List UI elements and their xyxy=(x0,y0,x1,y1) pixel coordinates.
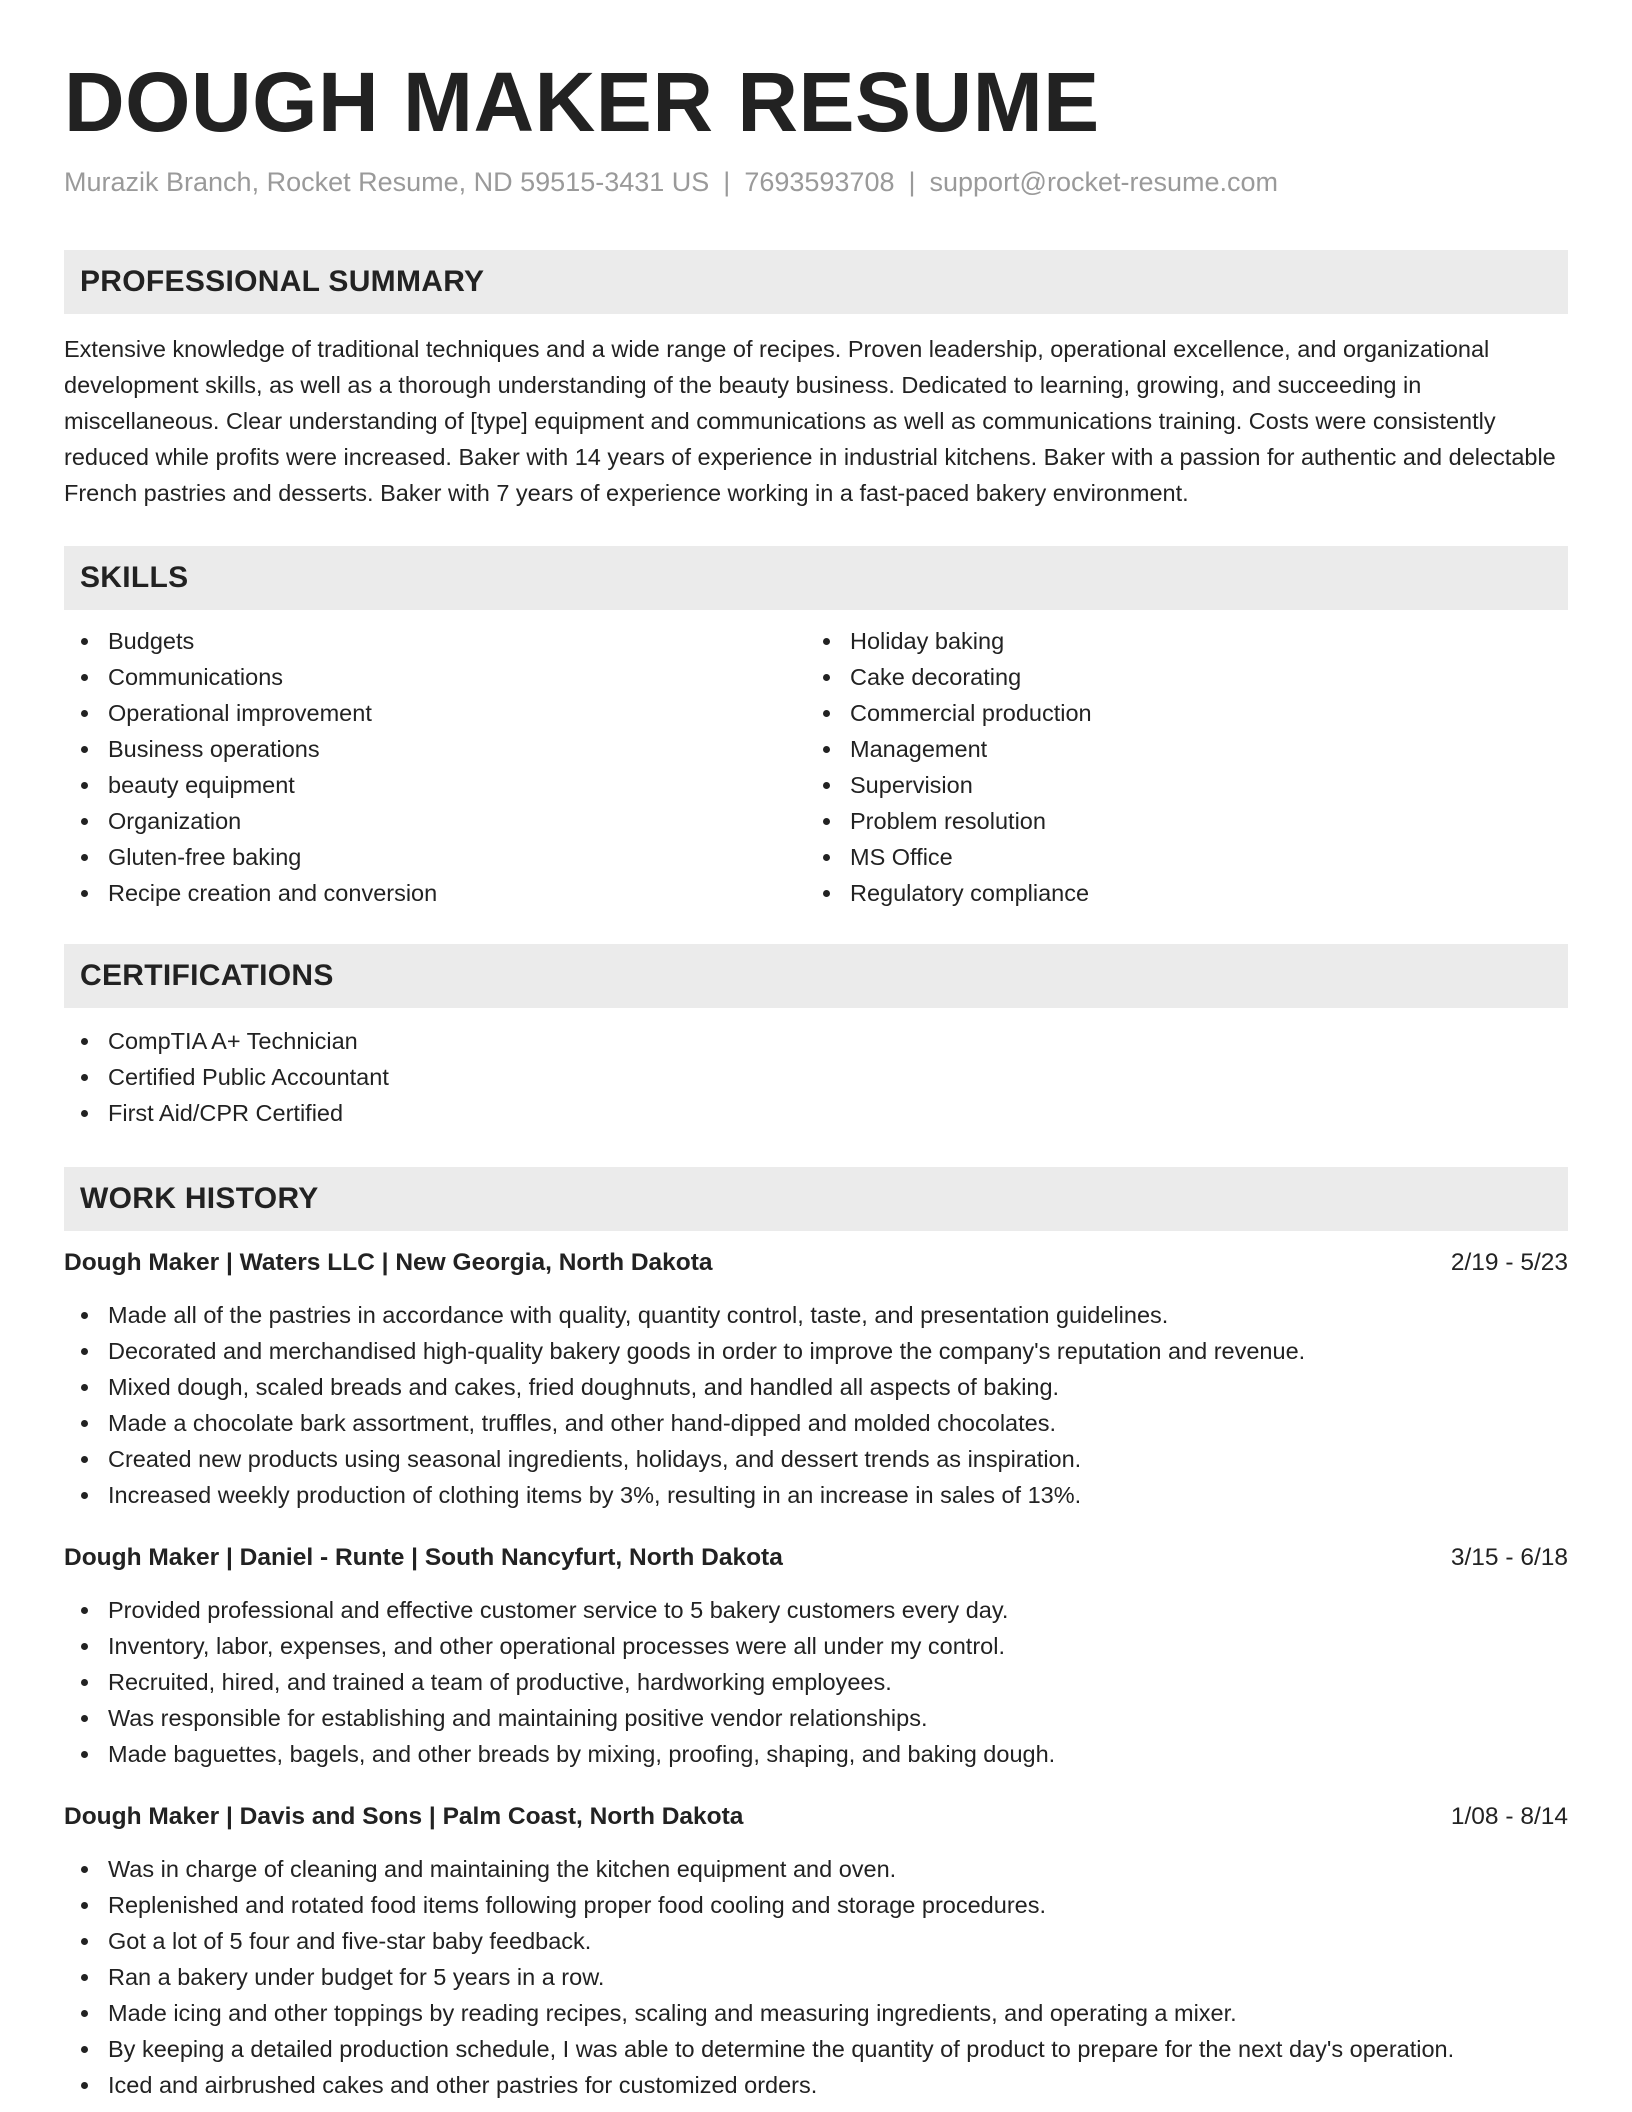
job-entry xyxy=(64,1540,1568,1772)
skill-item: beauty equipment xyxy=(64,767,806,803)
contact-email: support@rocket-resume.com xyxy=(929,167,1279,197)
work-history-heading: WORK HISTORY xyxy=(64,1167,1568,1231)
job-dates: 3/15 - 6/18 xyxy=(1450,1544,1568,1571)
certification-item: CompTIA A+ Technician xyxy=(64,1023,1568,1059)
job-dates: 1/08 - 8/14 xyxy=(1450,1803,1568,1830)
summary-text: Extensive knowledge of traditional techniques and a wide range of recipes. Proven leadership, operational excellence, and organizational development skills, as well as a thorough understanding of the beauty business. Dedicated to learning, growing, and succeeding in miscellaneous. Clear understanding of [type] equipment and communications as well as communications training. Costs were consistently reduced while profits were increased. Baker with 14 years of experience in industrial kitchens. Baker with a passion for authentic and delectable French pastries and desserts. Baker with 7 years of experience working in a fast-paced bakery environment. xyxy=(64,336,1556,506)
certification-item: First Aid/CPR Certified xyxy=(64,1095,1568,1131)
contact-separator: | xyxy=(723,167,731,197)
skill-item: Recipe creation and conversion xyxy=(64,875,806,911)
job-heading: Dough Maker | Daniel - Runte | South Nancyfurt, North Dakota xyxy=(64,1544,783,1571)
skill-item: Supervision xyxy=(806,767,1548,803)
skill-item: Communications xyxy=(64,659,806,695)
skills-list-right xyxy=(806,623,1548,911)
contact-separator: | xyxy=(908,167,916,197)
contact-address: Murazik Branch, Rocket Resume, ND 59515-3431 US xyxy=(64,167,710,197)
job-bullet: Increased weekly production of clothing items by 3%, resulting in an increase in sales of 13%. xyxy=(64,1477,1568,1513)
skill-item: MS Office xyxy=(806,839,1548,875)
skill-item: Gluten-free baking xyxy=(64,839,806,875)
skill-item: Regulatory compliance xyxy=(806,875,1548,911)
summary-section xyxy=(64,250,1568,511)
certification-item: Certified Public Accountant xyxy=(64,1059,1568,1095)
certifications-section xyxy=(64,944,1568,1131)
skills-list-left xyxy=(64,623,806,911)
certifications-list xyxy=(64,1023,1568,1131)
skills-columns xyxy=(64,623,1568,911)
skill-item: Organization xyxy=(64,803,806,839)
job-bullet: Made icing and other toppings by reading recipes, scaling and measuring ingredients, and operating a mixer. xyxy=(64,1995,1568,2031)
job-bullets xyxy=(64,1851,1568,2103)
job-bullet: Made a chocolate bark assortment, truffles, and other hand-dipped and molded chocolates. xyxy=(64,1405,1568,1441)
job-header xyxy=(64,1245,1568,1281)
job-bullet: Was in charge of cleaning and maintaining the kitchen equipment and oven. xyxy=(64,1851,1568,1887)
job-bullet: Created new products using seasonal ingredients, holidays, and dessert trends as inspiration. xyxy=(64,1441,1568,1477)
job-bullet: Got a lot of 5 four and five-star baby feedback. xyxy=(64,1923,1568,1959)
job-bullets xyxy=(64,1592,1568,1772)
job-bullet: Decorated and merchandised high-quality bakery goods in order to improve the company's reputation and revenue. xyxy=(64,1333,1568,1369)
skill-item: Commercial production xyxy=(806,695,1548,731)
skill-item: Cake decorating xyxy=(806,659,1548,695)
job-bullet: By keeping a detailed production schedule, I was able to determine the quantity of product to prepare for the next day's operation. xyxy=(64,2031,1568,2067)
job-entry xyxy=(64,1799,1568,2103)
job-dates: 2/19 - 5/23 xyxy=(1450,1249,1568,1276)
summary-heading: PROFESSIONAL SUMMARY xyxy=(64,250,1568,314)
skill-item: Operational improvement xyxy=(64,695,806,731)
job-bullet: Was responsible for establishing and maintaining positive vendor relationships. xyxy=(64,1700,1568,1736)
skill-item: Business operations xyxy=(64,731,806,767)
resume-title: DOUGH MAKER RESUME xyxy=(64,55,1100,149)
job-bullet: Inventory, labor, expenses, and other operational processes were all under my control. xyxy=(64,1628,1568,1664)
skill-item: Problem resolution xyxy=(806,803,1548,839)
job-bullet: Recruited, hired, and trained a team of productive, hardworking employees. xyxy=(64,1664,1568,1700)
skills-heading: SKILLS xyxy=(64,546,1568,610)
job-bullet: Provided professional and effective customer service to 5 bakery customers every day. xyxy=(64,1592,1568,1628)
contact-line xyxy=(64,164,1568,200)
skill-item: Budgets xyxy=(64,623,806,659)
contact-phone: 7693593708 xyxy=(744,167,895,197)
job-header xyxy=(64,1540,1568,1576)
work-history-section xyxy=(64,1167,1568,2103)
job-header xyxy=(64,1799,1568,1835)
job-bullet: Made all of the pastries in accordance with quality, quantity control, taste, and presentation guidelines. xyxy=(64,1297,1568,1333)
skills-section xyxy=(64,546,1568,911)
skill-item: Management xyxy=(806,731,1548,767)
job-bullet: Replenished and rotated food items following proper food cooling and storage procedures. xyxy=(64,1887,1568,1923)
job-bullet: Iced and airbrushed cakes and other pastries for customized orders. xyxy=(64,2067,1568,2103)
job-bullet: Made baguettes, bagels, and other breads by mixing, proofing, shaping, and baking dough. xyxy=(64,1736,1568,1772)
job-heading: Dough Maker | Waters LLC | New Georgia, North Dakota xyxy=(64,1249,713,1276)
skill-item: Holiday baking xyxy=(806,623,1548,659)
job-bullet: Mixed dough, scaled breads and cakes, fried doughnuts, and handled all aspects of baking. xyxy=(64,1369,1568,1405)
job-bullet: Ran a bakery under budget for 5 years in a row. xyxy=(64,1959,1568,1995)
job-bullets xyxy=(64,1297,1568,1513)
job-heading: Dough Maker | Davis and Sons | Palm Coast, North Dakota xyxy=(64,1803,744,1830)
certifications-heading: CERTIFICATIONS xyxy=(64,944,1568,1008)
job-entry xyxy=(64,1245,1568,1513)
